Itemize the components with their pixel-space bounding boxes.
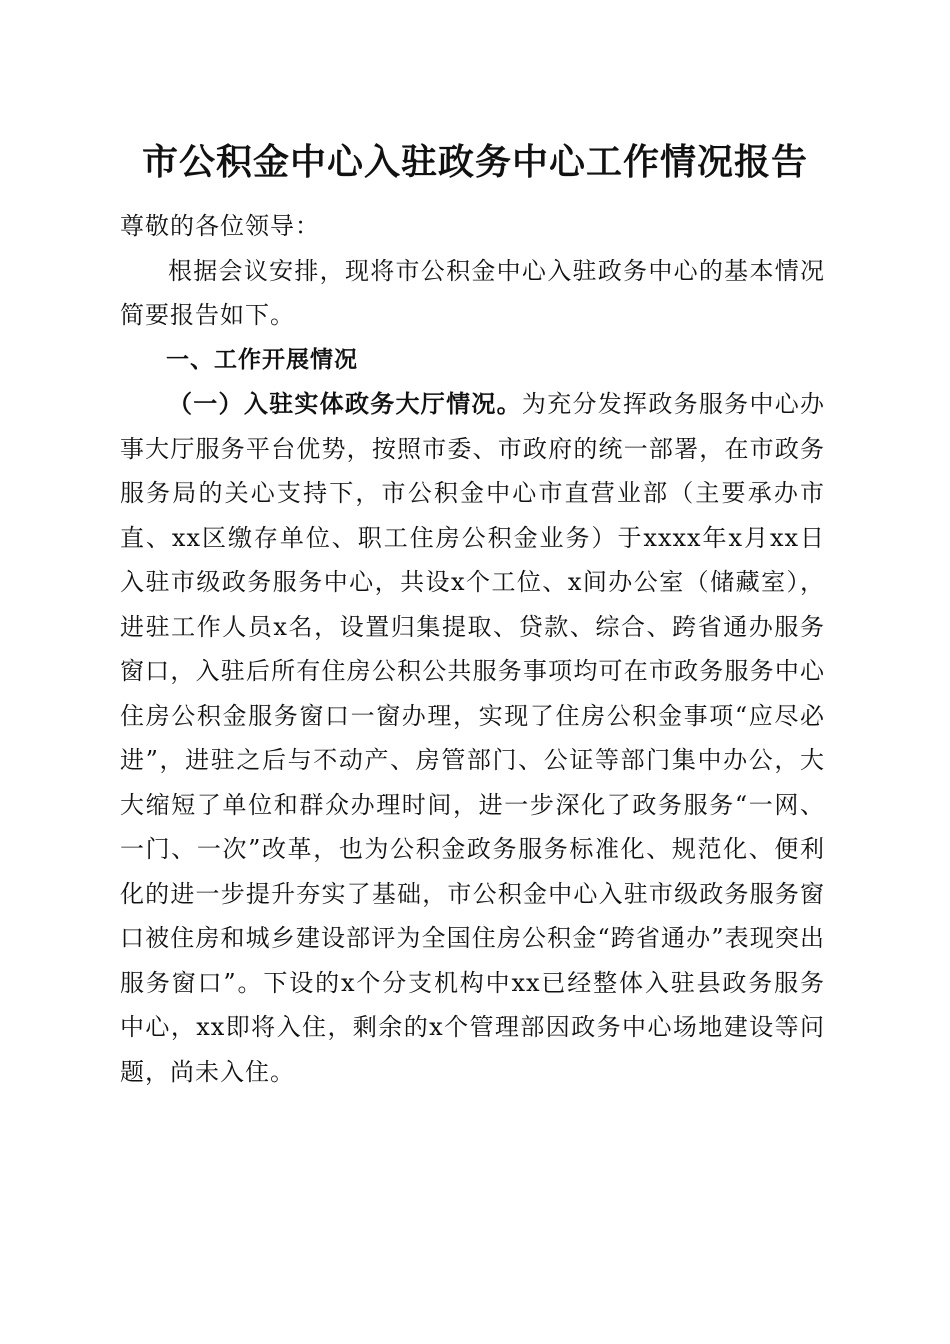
document-title: 市公积金中心入驻政务中心工作情况报告 xyxy=(141,141,808,183)
body-paragraph xyxy=(120,382,825,1094)
sub-heading-body: 为充分发挥政务服务中心办事大厅服务平台优势，按照市委、市政府的统一部署，在市政务服务局的关心支持下，市公积金中心市直营业部（主要承办市直、xx区缴存单位、职工住房公积金业务）于xxxx年x月xx日入驻市级政务服务中心，共设x个工位、x间办公室（储藏室），进驻工作人员x名，设置归集提取、贷款、综合、跨省通办服务窗口，入驻后所有住房公积公共服务事项均可在市政务服务中心住房公积金服务窗口一窗办理，实现了住房公积金事项“应尽必进”，进驻之后与不动产、房管部门、公证等部门集中办公，大大缩短了单位和群众办理时间，进一步深化了政务服务“一网、一门、一次”改革，也为公积金政务服务标准化、规范化、便利化的进一步提升夯实了基础，市公积金中心入驻市级政务服务窗口被住房和城乡建设部评为全国住房公积金“跨省通办”表现突出服务窗口”。下设的x个分支机构中xx已经整体入驻县政务服务中心，xx即将入住，剩余的x个管理部因政务中心场地建设等问题，尚未入住。 xyxy=(120,390,826,1086)
section-heading: 一、工作开展情况 xyxy=(166,346,358,373)
salutation: 尊敬的各位领导： xyxy=(120,212,320,240)
document-body xyxy=(120,204,825,1094)
intro-paragraph: 根据会议安排，现将市公积金中心入驻政务中心的基本情况简要报告如下。 xyxy=(120,256,825,329)
sub-heading: （一）入驻实体政务大厅情况。 xyxy=(168,389,522,418)
